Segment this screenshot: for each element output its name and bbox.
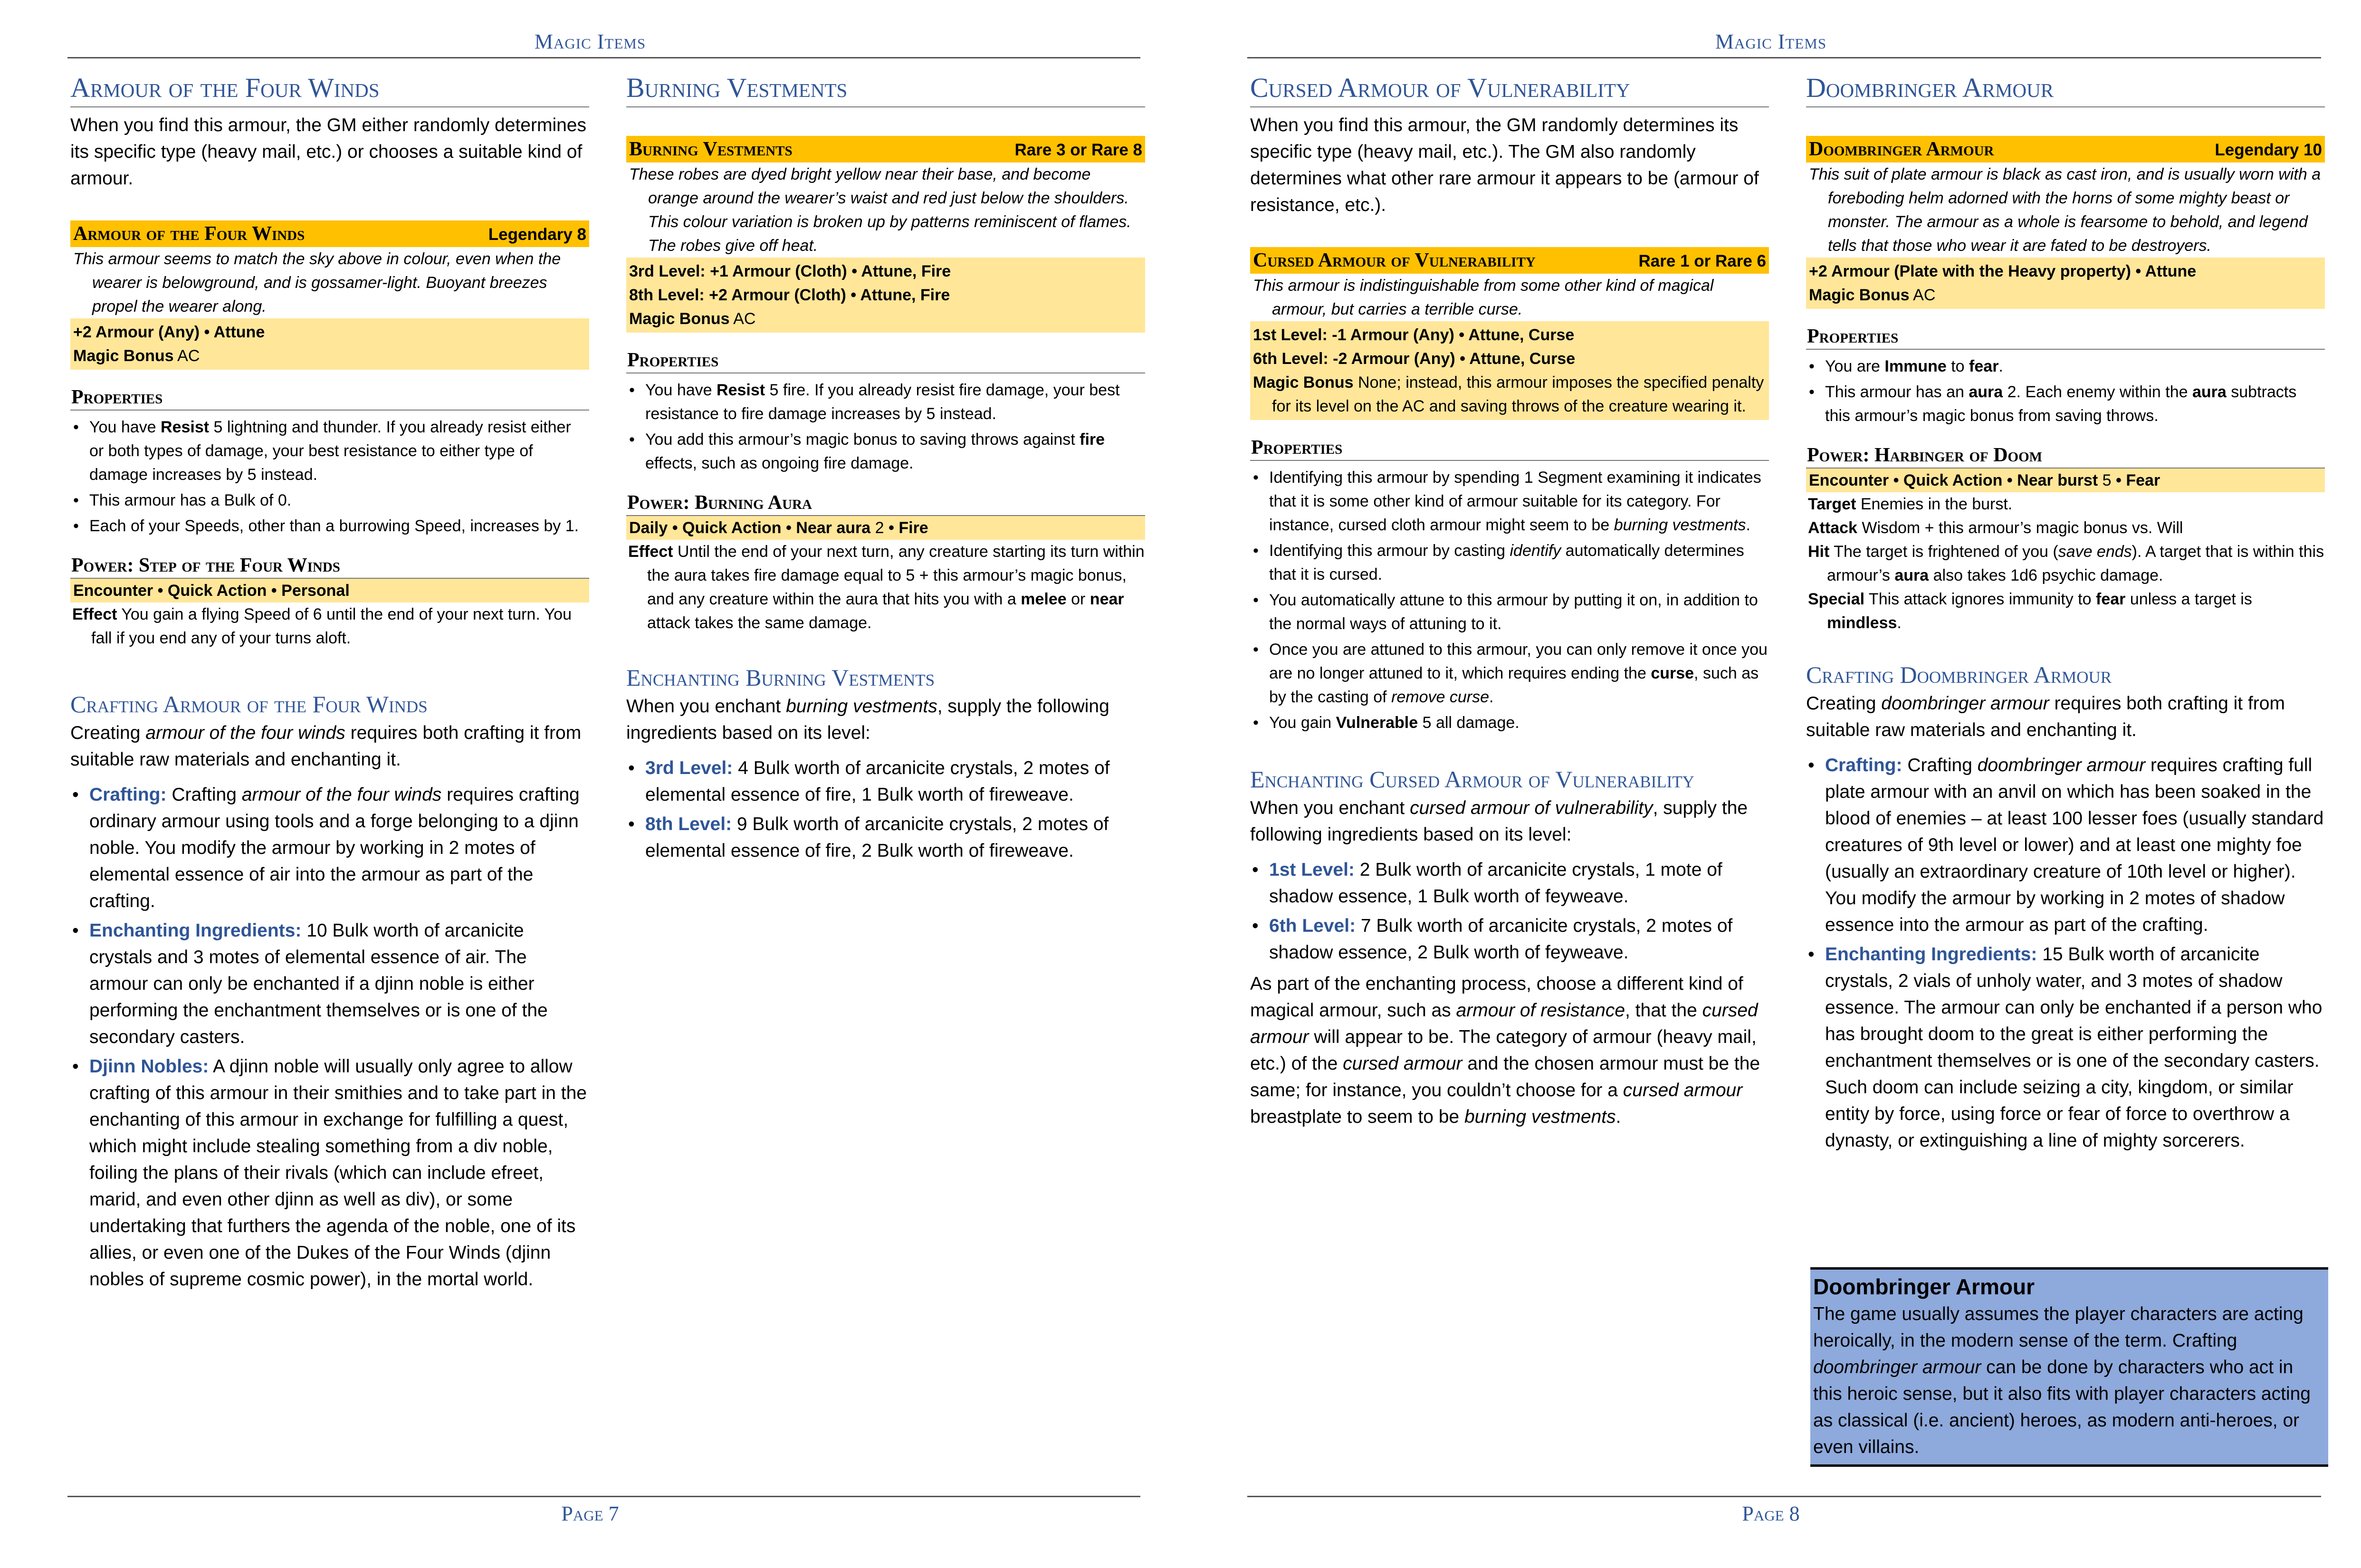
stat-line: 6th Level: -2 Armour (Any) • Attune, Curse — [1253, 349, 1576, 368]
list-item: • Each of your Speeds, other than a burrowing Speed, increases by 1. — [70, 514, 589, 538]
enchanting-heading: Enchanting Burning Vestments — [626, 664, 935, 691]
right-column — [626, 71, 1145, 867]
item-header-bar — [626, 136, 1145, 163]
list-item: • 3rd Level: 4 Bulk worth of arcanicite crystals, 2 motes of elemental essence of fire, 1 Bulk worth of fireweave. — [626, 755, 1145, 808]
left-column — [1250, 71, 1769, 1130]
item-header-bar — [1250, 247, 1769, 274]
power-heading: Power: Burning Aura — [626, 491, 1145, 516]
page-number: Page 7 — [561, 1502, 619, 1525]
item-header-bar — [70, 220, 589, 247]
list-item: • You have Resist 5 lightning and thunder. If you already resist either or both types of damage, your best resistance to either type of damage increases by 5 instead. — [70, 415, 589, 487]
header-rule — [1247, 57, 2321, 58]
item-flavor-text: This suit of plate armour is black as cast iron, and is usually worn with a foreboding helm adorned with the horns of some mighty beast or monster. The armour as a whole is fearsome to behold, and legend tells that those who wear it are fated to be destroyers. — [1809, 165, 2321, 255]
list-item: • You gain Vulnerable 5 all damage. — [1250, 711, 1769, 735]
header-rule — [67, 57, 1140, 58]
enchanting-heading: Enchanting Cursed Armour of Vulnerability — [1250, 765, 1694, 793]
list-item: • This armour has an aura 2. Each enemy within the aura subtracts this armour’s magic bonus from saving throws. — [1806, 380, 2325, 428]
enchanting-list — [626, 755, 1145, 864]
power-keywords: Encounter • Quick Action • Personal — [70, 579, 589, 602]
magic-bonus-line: Magic Bonus None; instead, this armour imposes the specified penalty for its level on the AC and saving throws of the creature wearing it. — [1253, 373, 1764, 415]
crafting-intro: Creating doombringer armour requires both crafting it from suitable raw materials and enchanting it. — [1806, 693, 2285, 741]
power-target: Target Enemies in the burst. — [1808, 495, 2013, 513]
item-rarity: Legendary 10 — [2215, 140, 2322, 159]
crafting-heading: Crafting Armour of the Four Winds — [70, 690, 428, 717]
list-item: • Crafting: Crafting armour of the four winds requires crafting ordinary armour using tools and a forge belonging to a djinn noble. You modify the armour by working in 2 motes of elemental essence of air into the armour as part of the crafting. — [70, 782, 589, 915]
enchanting-intro: When you enchant burning vestments, supply the following ingredients based on its level: — [626, 696, 1109, 744]
intro-paragraph: When you find this armour, the GM either randomly determines its specific type (heavy mail, etc.) or chooses a suitable kind of armour. — [70, 115, 586, 189]
section-title: Burning Vestments — [626, 71, 1145, 107]
properties-list — [1250, 466, 1769, 735]
properties-heading: Properties — [1250, 436, 1769, 461]
power-effect: Effect Until the end of your next turn, any creature starting its turn within the aura takes fire damage equal to 5 + this armour’s magic bonus, and any creature within the aura that hits you with a melee or near attack takes the same damage. — [628, 542, 1145, 632]
power-heading: Power: Harbinger of Doom — [1806, 444, 2325, 468]
magic-bonus-line: Magic Bonus AC — [1809, 286, 1936, 304]
list-item: • Djinn Nobles: A djinn noble will usually only agree to allow crafting of this armour in their smithies and to take part in the enchanting of this armour in exchange for fulfilling a quest, which might include stealing something from a div noble, foiling the plans of their rivals (which can include efreet, marid, and even other djinn as well as div), or some undertaking that furthers the agenda of the noble, one of its allies, or even one of the Dukes of the Four Winds (djinn nobles of supreme cosmic power), in the mortal world. — [70, 1053, 589, 1293]
item-stat-block — [626, 136, 1145, 333]
page-7 — [0, 0, 1180, 1568]
crafting-heading: Crafting Doombringer Armour — [1806, 661, 2112, 688]
list-item: • You have Resist 5 fire. If you already resist fire damage, your best resistance to fire damage increases by 5 instead. — [626, 378, 1145, 426]
list-item: • This armour has a Bulk of 0. — [70, 488, 589, 512]
sidebar-title: Doombringer Armour — [1813, 1274, 2035, 1299]
properties-list — [70, 415, 589, 538]
item-flavor-text: This armour seems to match the sky above in colour, even when the wearer is belowground, and is gossamer-light. Buoyant breezes propel the wearer along. — [73, 249, 561, 316]
item-rarity: Rare 1 or Rare 6 — [1638, 251, 1766, 270]
magic-bonus-line: Magic Bonus AC — [73, 346, 200, 365]
intro-paragraph: When you find this armour, the GM randomly determines its specific type (heavy mail, etc.). The GM also randomly determines what other rare armour it appears to be (armour of resistance, etc.). — [1250, 115, 1759, 215]
item-stats — [1250, 321, 1769, 420]
item-stats — [626, 258, 1145, 333]
item-stat-block — [1806, 136, 2325, 309]
item-flavor-text: This armour is indistinguishable from some other kind of magical armour, but carries a terrible curse. — [1253, 276, 1714, 318]
list-item: • Enchanting Ingredients: 10 Bulk worth of arcanicite crystals and 3 motes of elemental essence of air. The armour can only be enchanted if a djinn noble is either performing the enchantment themselves or is one of the secondary casters. — [70, 918, 589, 1051]
page-header: Magic Items — [534, 30, 646, 53]
enchanting-list — [1250, 857, 1769, 966]
footer-rule — [67, 1496, 1140, 1497]
crafting-list — [70, 782, 589, 1293]
item-stats — [70, 318, 589, 370]
left-column — [70, 71, 589, 1296]
properties-list — [1806, 354, 2325, 428]
sidebar-box — [1810, 1267, 2328, 1467]
item-name: Burning Vestments — [629, 138, 793, 160]
item-rarity: Legendary 8 — [488, 225, 586, 244]
footer-rule — [1247, 1496, 2321, 1497]
power-special: Special This attack ignores immunity to fear unless a target is mindless. — [1808, 590, 2252, 632]
crafting-intro: Creating armour of the four winds requires both crafting it from suitable raw materials and enchanting it. — [70, 723, 582, 770]
section-title: Cursed Armour of Vulnerability — [1250, 71, 1769, 107]
page-8 — [1181, 0, 2361, 1568]
list-item: • 8th Level: 9 Bulk worth of arcanicite crystals, 2 motes of elemental essence of fire, 2 Bulk worth of fireweave. — [626, 811, 1145, 864]
list-item: • 1st Level: 2 Bulk worth of arcanicite crystals, 1 mote of shadow essence, 1 Bulk worth of feyweave. — [1250, 857, 1769, 910]
list-item: • Identifying this armour by casting identify automatically determines that it is cursed. — [1250, 539, 1769, 586]
enchanting-paragraph: As part of the enchanting process, choose a different kind of magical armour, such as armour of resistance, that the cursed armour will appear to be. The category of armour (heavy mail, etc.) of the cursed armour and the chosen armour must be the same; for instance, you couldn’t choose for a cursed armour breastplate to seem to be burning vestments. — [1250, 974, 1760, 1128]
sidebar-text: The game usually assumes the player characters are acting heroically, in the modern sense of the term. Crafting doombringer armour can be done by characters who act in this heroic sense, but it also fits with player characters acting as classical (i.e. ancient) heroes, as modern anti-heroes, or even villains. — [1813, 1304, 2311, 1457]
list-item: • 6th Level: 7 Bulk worth of arcanicite crystals, 2 motes of shadow essence, 2 Bulk worth of feyweave. — [1250, 913, 1769, 966]
stat-line: 8th Level: +2 Armour (Cloth) • Attune, Fire — [629, 286, 950, 304]
power-heading: Power: Step of the Four Winds — [70, 554, 589, 579]
page-number: Page 8 — [1742, 1502, 1800, 1525]
enchanting-intro: When you enchant cursed armour of vulnerability, supply the following ingredients based on its level: — [1250, 798, 1748, 845]
list-item: • Enchanting Ingredients: 15 Bulk worth of arcanicite crystals, 2 vials of unholy water, and 3 motes of shadow essence. The armour can only be enchanted if a person who has brought doom to the great is either performing the enchantment themselves or is one of the secondary casters. Such doom can include seizing a city, kingdom, or similar entity by force, using force or fear of force to overthrow a dynasty, or extinguishing a line of mighty sorcerers. — [1806, 941, 2325, 1154]
power-effect: Effect You gain a flying Speed of 6 until the end of your next turn. You fall if you end any of your turns aloft. — [72, 605, 572, 647]
item-flavor-text: These robes are dyed bright yellow near their base, and become orange around the wearer’s waist and red just below the shoulders. This colour variation is broken up by patterns reminiscent of flames. The robes give off heat. — [629, 165, 1131, 255]
properties-heading: Properties — [626, 349, 1145, 373]
power-hit: Hit The target is frightened of you (save ends). A target that is within this armour’s aura also takes 1d6 psychic damage. — [1808, 542, 2324, 584]
list-item: • You automatically attune to this armour by putting it on, in addition to the normal ways of attuning to it. — [1250, 588, 1769, 636]
item-name: Doombringer Armour — [1809, 138, 1994, 160]
list-item: • You add this armour’s magic bonus to saving throws against fire effects, such as ongoing fire damage. — [626, 428, 1145, 475]
properties-heading: Properties — [1806, 325, 2325, 350]
list-item: • Once you are attuned to this armour, you can only remove it once you are no longer attuned to it, which requires ending the curse, such as by the casting of remove curse. — [1250, 638, 1769, 709]
item-header-bar — [1806, 136, 2325, 163]
power-keywords: Encounter • Quick Action • Near burst 5 • Fear — [1806, 468, 2325, 492]
item-name: Armour of the Four Winds — [73, 222, 305, 245]
item-rarity: Rare 3 or Rare 8 — [1014, 140, 1142, 159]
crafting-list — [1806, 752, 2325, 1154]
page-header: Magic Items — [1715, 30, 1827, 53]
right-column — [1806, 71, 2325, 1157]
list-item: • Crafting: Crafting doombringer armour requires crafting full plate armour with an anvil on which has been soaked in the blood of enemies – at least 100 lesser foes (usually standard creatures of 9th level or lower) and at least one mighty foe (usually an extraordinary creature of 10th level or higher). You modify the armour by working in 2 motes of shadow essence into the armour as part of the crafting. — [1806, 752, 2325, 938]
magic-bonus-line: Magic Bonus AC — [629, 309, 756, 328]
stat-line: 1st Level: -1 Armour (Any) • Attune, Curse — [1253, 325, 1575, 344]
item-stat-block — [70, 220, 589, 370]
item-name: Cursed Armour of Vulnerability — [1253, 249, 1536, 271]
item-stat-block — [1250, 247, 1769, 420]
properties-list — [626, 378, 1145, 475]
section-title: Doombringer Armour — [1806, 71, 2325, 107]
stat-line: +2 Armour (Any) • Attune — [73, 323, 265, 341]
list-item: • You are Immune to fear. — [1806, 354, 2325, 378]
properties-heading: Properties — [70, 386, 589, 411]
power-keywords: Daily • Quick Action • Near aura 2 • Fire — [626, 516, 1145, 540]
section-title: Armour of the Four Winds — [70, 71, 589, 107]
list-item: • Identifying this armour by spending 1 Segment examining it indicates that it is some other kind of armour suitable for its category. For instance, cursed cloth armour might seem to be burning vestments. — [1250, 466, 1769, 537]
item-stats — [1806, 258, 2325, 309]
stat-line: 3rd Level: +1 Armour (Cloth) • Attune, Fire — [629, 262, 951, 280]
power-attack: Attack Wisdom + this armour’s magic bonus vs. Will — [1808, 518, 2183, 537]
stat-line: +2 Armour (Plate with the Heavy property) • Attune — [1809, 262, 2197, 280]
